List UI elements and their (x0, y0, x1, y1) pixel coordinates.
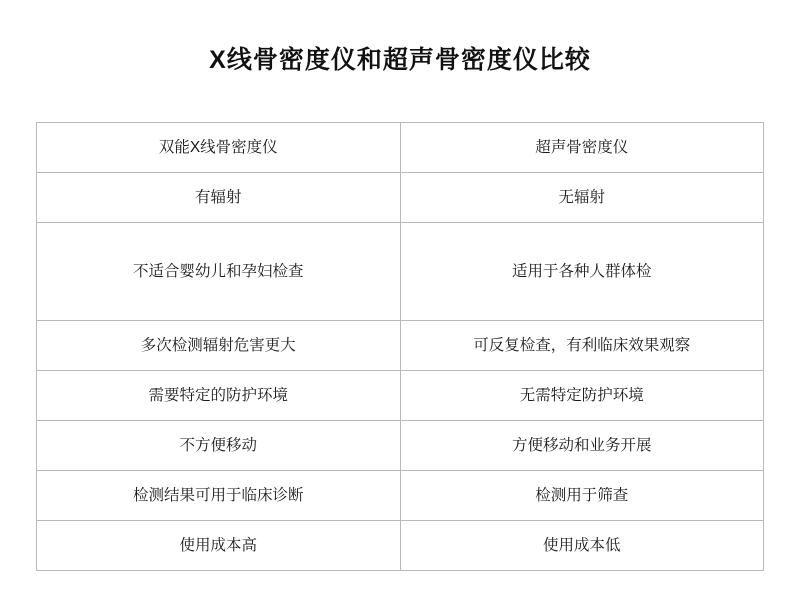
table-cell-left: 不方便移动 (37, 421, 401, 471)
table-row (37, 123, 764, 173)
table-cell-right: 方便移动和业务开展 (400, 421, 764, 471)
table-row (37, 421, 764, 471)
table-cell-right: 无需特定防护环境 (400, 371, 764, 421)
page-title: X线骨密度仪和超声骨密度仪比较 (209, 46, 591, 74)
table-cell-left: 有辐射 (37, 173, 401, 223)
table-cell-right: 可反复检查，有利临床效果观察 (400, 321, 764, 371)
table-cell-left: 多次检测辐射危害更大 (37, 321, 401, 371)
table-row (37, 321, 764, 371)
table-cell-right: 使用成本低 (400, 521, 764, 571)
table-cell-left: 双能X线骨密度仪 (37, 123, 401, 173)
table-row (37, 371, 764, 421)
table-row (37, 471, 764, 521)
table-row (37, 223, 764, 321)
comparison-table (36, 122, 764, 571)
table-cell-right: 适用于各种人群体检 (400, 223, 764, 321)
table-body (37, 123, 764, 571)
table-cell-right: 超声骨密度仪 (400, 123, 764, 173)
table-cell-right: 检测用于筛查 (400, 471, 764, 521)
table-row (37, 173, 764, 223)
table-cell-left: 不适合婴幼儿和孕妇检查 (37, 223, 401, 321)
table-cell-left: 需要特定的防护环境 (37, 371, 401, 421)
table-cell-left: 使用成本高 (37, 521, 401, 571)
table-row (37, 521, 764, 571)
table-cell-right: 无辐射 (400, 173, 764, 223)
table-cell-left: 检测结果可用于临床诊断 (37, 471, 401, 521)
comparison-table-container (36, 122, 764, 571)
